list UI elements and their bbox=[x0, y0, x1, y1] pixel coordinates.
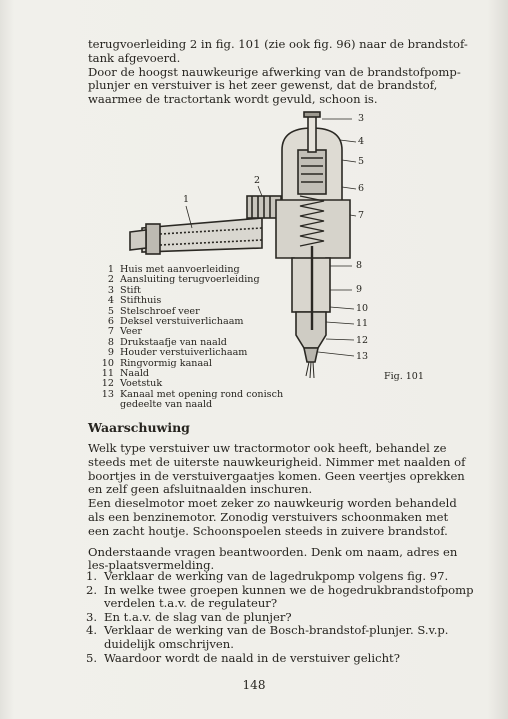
legend-item: 1 Huis met aanvoerleiding bbox=[107, 264, 240, 275]
question-list bbox=[86, 570, 476, 665]
legend-item: 3 Stift bbox=[107, 284, 141, 296]
callout-13: 13 bbox=[356, 351, 369, 362]
figure-legend bbox=[98, 265, 290, 411]
callout-6: 6 bbox=[358, 183, 365, 194]
section-heading: Waarschuwing bbox=[88, 420, 190, 435]
legend-item: 12 Voetstuk bbox=[101, 378, 163, 390]
question-item: 2. In welke twee groepen kunnen we de hogedrukbrandstofpomp verdelen t.a.v. de regulateur? bbox=[86, 582, 474, 611]
nozzle-tip bbox=[304, 348, 318, 362]
warning-paragraph-3: Onderstaande vragen beantwoorden. Denk om naam, adres en les-plaatsvermelding. bbox=[88, 544, 458, 573]
legend-item: 11 Naald bbox=[101, 368, 150, 380]
callout-4: 4 bbox=[358, 136, 365, 147]
question-item: 3. En t.a.v. de slag van de plunjer? bbox=[86, 609, 292, 624]
legend-item: 10 Ringvormig kanaal bbox=[101, 357, 212, 369]
figure-caption: Fig. 101 bbox=[384, 371, 424, 382]
inlet-fitting bbox=[130, 230, 146, 250]
question-item: 4. Verklaar de werking van de Bosch-brandstof-plunjer. S.v.p. duidelijk omschrijven. bbox=[86, 623, 449, 651]
callout-11: 11 bbox=[356, 318, 369, 329]
legend-item: 5 Stelschroef veer bbox=[107, 305, 200, 317]
legend-item: 6 Deksel verstuiverlichaam bbox=[107, 316, 244, 328]
pin-stem bbox=[308, 116, 316, 152]
screw-housing bbox=[298, 150, 326, 194]
legend-item: 2 Aansluiting terugvoerleiding bbox=[107, 274, 260, 286]
callout-5: 5 bbox=[358, 156, 365, 167]
question-item: 5. Waardoor wordt de naald in de verstuiver gelicht? bbox=[86, 650, 400, 665]
page-number: 148 bbox=[242, 678, 266, 692]
callout-12: 12 bbox=[356, 335, 369, 346]
callout-7: 7 bbox=[358, 210, 365, 221]
callout-8: 8 bbox=[356, 260, 363, 271]
legend-item: 4 Stifthuis bbox=[107, 295, 162, 307]
callout-3: 3 bbox=[358, 113, 365, 124]
spray bbox=[306, 362, 314, 378]
callout-10: 10 bbox=[356, 303, 369, 314]
legend-item: 9 Houder verstuiverlichaam bbox=[107, 347, 248, 359]
legend-item: 13 Kanaal met opening rond conisch gedeelte van naald bbox=[101, 388, 284, 411]
legend-item: 7 Veer bbox=[107, 326, 142, 338]
callout-9: 9 bbox=[356, 284, 363, 295]
warning-paragraph-2: Een dieselmotor moet zeker zo nauwkeurig worden behandeld als een benzinemotor. Zonodig verstuivers schoonmaken met een zacht houtje. Schoonspoelen steeds in zuivere brandstof. bbox=[88, 496, 457, 538]
intro-paragraph-2: Door de hoogst nauwkeurige afwerking van de brandstofpomp-plunjer en verstuiver is het zeer gewenst, dat de brandstof, waarmee de tractortank wordt gevuld, schoon is. bbox=[88, 64, 461, 107]
question-item: 1. Verklaar de werking van de lagedrukpomp volgens fig. 97. bbox=[86, 569, 449, 583]
legend-item: 8 Drukstaafje van naald bbox=[107, 336, 227, 348]
warning-paragraph-1: Welk type verstuiver uw tractormotor ook heeft, behandel ze steeds met de uiterste nauwkeurigheid. Nimmer met naalden of boortjes in de verstuivergaatjes komen. Geen veertjes oprekken en zelf geen afsluitnaalden inschuren. bbox=[88, 441, 466, 497]
inlet-nut bbox=[146, 224, 160, 254]
intro-paragraph-1: terugvoerleiding 2 in fig. 101 (zie ook fig. 96) naar de brandstof-tank afgevoerd. bbox=[88, 37, 468, 65]
warning-text bbox=[88, 442, 468, 573]
callout-1: 1 bbox=[183, 194, 190, 205]
callout-2: 2 bbox=[254, 175, 261, 186]
